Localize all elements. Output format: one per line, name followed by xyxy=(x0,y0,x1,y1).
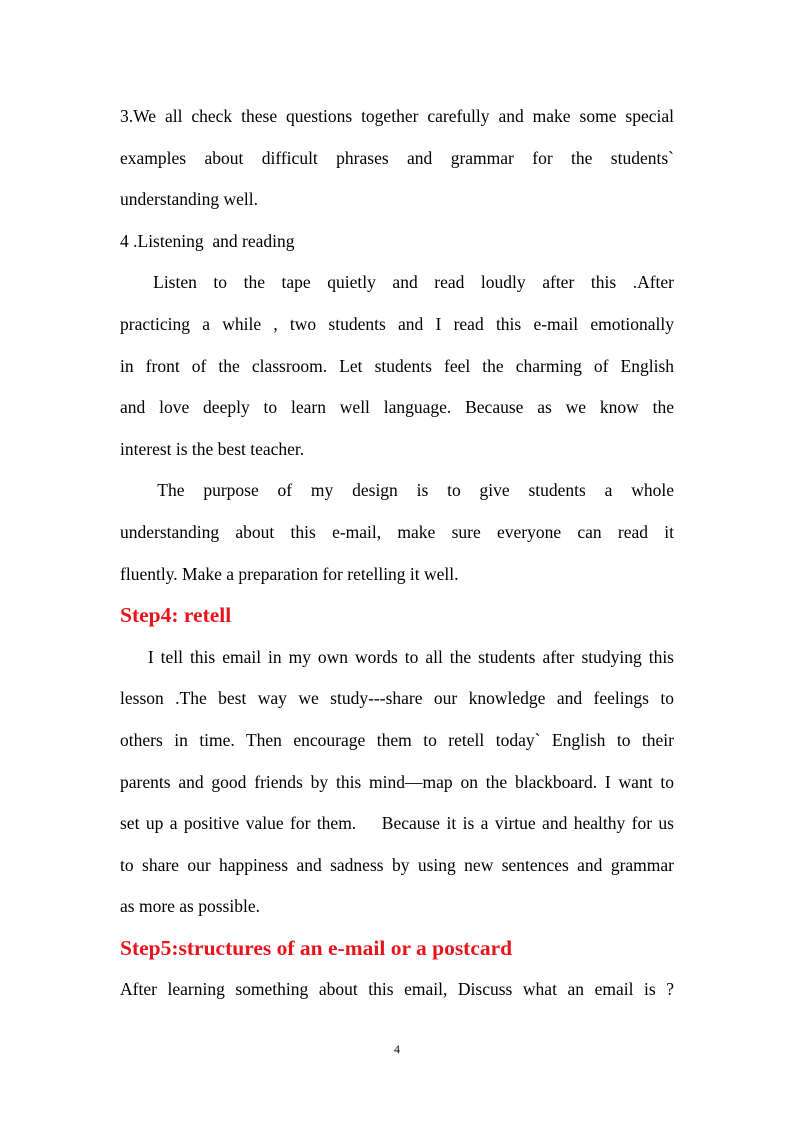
text-line: understanding well. xyxy=(120,189,259,210)
paragraph-step4 xyxy=(120,637,674,928)
text-line: Listen to the tape quietly and read loudly after this .After xyxy=(120,272,674,293)
text-line: set up a positive value for them. Because it is a virtue and healthy for us xyxy=(120,813,674,834)
paragraph-item3 xyxy=(120,96,674,221)
text-line: others in time. Then encourage them to retell today` English to their xyxy=(120,729,674,750)
text-line: examples about difficult phrases and grammar for the students` xyxy=(120,147,674,168)
text-line: practicing a while , two students and I read this e-mail emotionally xyxy=(120,313,674,334)
subsection-title-listening-reading xyxy=(120,221,674,263)
step4-heading: Step4: retell xyxy=(120,603,232,628)
step5-heading: Step5:structures of an e-mail or a postcard xyxy=(120,935,513,960)
text-line: The purpose of my design is to give students a whole xyxy=(120,480,674,501)
page-content xyxy=(120,96,674,1011)
text-line: After learning something about this email, Discuss what an email is ? xyxy=(120,979,674,1000)
text-line: and love deeply to learn well language. Because as we know the xyxy=(120,397,674,418)
text-line: in front of the classroom. Let students feel the charming of English xyxy=(120,355,674,376)
text-line: lesson .The best way we study---share our knowledge and feelings to xyxy=(120,688,674,709)
text-line: to share our happiness and sadness by using new sentences and grammar xyxy=(120,854,674,875)
text-line: fluently. Make a preparation for retelling it well. xyxy=(120,563,459,584)
text-line: understanding about this e-mail, make sure everyone can read it xyxy=(120,521,674,542)
page-number: 4 xyxy=(394,1042,400,1056)
paragraph-listening-2 xyxy=(120,470,674,595)
text-line: I tell this email in my own words to all the students after studying this xyxy=(120,646,674,667)
text-line: interest is the best teacher. xyxy=(120,438,305,459)
text-line: as more as possible. xyxy=(120,896,260,917)
text-line: 3.We all check these questions together carefully and make some special xyxy=(120,106,674,126)
paragraph-listening-1 xyxy=(120,262,674,470)
text-line: 4 .Listening and reading xyxy=(120,230,295,251)
text-line: parents and good friends by this mind—map on the blackboard. I want to xyxy=(120,771,674,792)
paragraph-step5 xyxy=(120,969,674,1011)
